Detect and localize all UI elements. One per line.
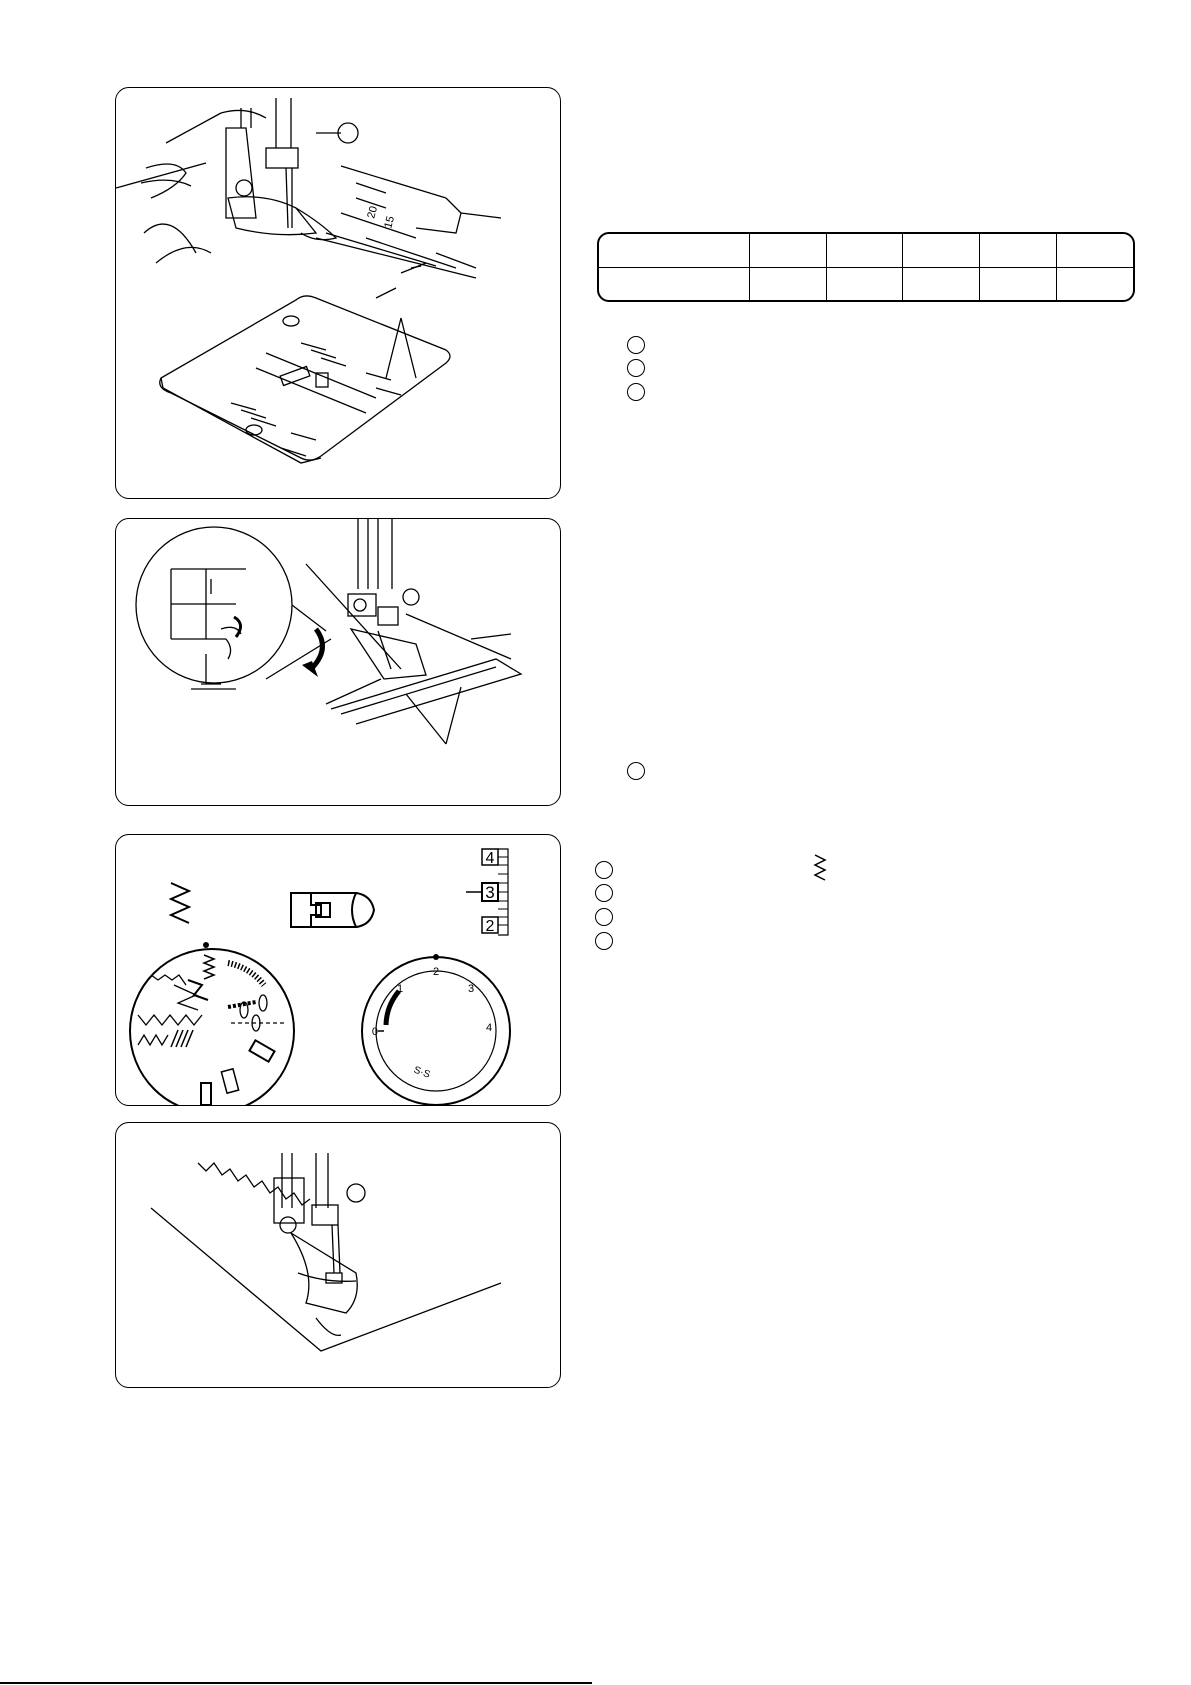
length-dial-number-0: 0 (371, 1026, 378, 1038)
scale-number-4: 4 (485, 850, 495, 867)
stitch-length-scale (466, 849, 508, 935)
plate-scale-label-15: 15 (382, 214, 398, 230)
corner-turning-illustration (116, 519, 561, 806)
table-cell (599, 267, 750, 300)
table-cell (980, 234, 1057, 267)
table-row (599, 234, 1133, 267)
table-cell (903, 234, 980, 267)
figure-panel-seam-guide (115, 87, 561, 499)
step-marker (627, 762, 645, 780)
table-cell (1056, 234, 1133, 267)
table-cell (903, 267, 980, 300)
table-cell (826, 267, 903, 300)
table-cell (750, 234, 827, 267)
step-marker (627, 336, 645, 354)
zigzag-foot-icon (291, 893, 374, 927)
length-dial-number-3: 3 (467, 983, 475, 995)
scale-number-2: 2 (485, 918, 495, 935)
footer-rule (0, 1682, 592, 1684)
length-dial-number-4: 4 (485, 1022, 493, 1034)
inline-zigzag-stitch-icon (813, 853, 827, 883)
stitch-length-dial-icon (362, 954, 510, 1105)
zigzag-stitch-icon (171, 883, 189, 923)
step-marker (627, 383, 645, 401)
figure-panel-zigzag-settings (115, 834, 561, 1106)
table-cell (750, 267, 827, 300)
seam-guide-illustration (116, 88, 561, 499)
pattern-selector-dial-icon (130, 942, 294, 1106)
table-cell (826, 234, 903, 267)
figure-panel-zigzag-sewing (115, 1122, 561, 1388)
step-marker (595, 932, 613, 950)
seam-guide-table (597, 232, 1135, 302)
length-dial-sub-label: S·S (412, 1064, 432, 1081)
scale-number-3: 3 (485, 883, 495, 902)
table-row (599, 267, 1133, 300)
zigzag-sewing-illustration (116, 1123, 561, 1388)
table-cell (599, 234, 750, 267)
step-marker (595, 884, 613, 902)
table-cell (980, 267, 1057, 300)
table-cell (1056, 267, 1133, 300)
figure-panel-corner-turning (115, 518, 561, 806)
length-dial-number-1: 1 (396, 983, 404, 995)
step-marker (595, 908, 613, 926)
length-dial-number-2: 2 (432, 966, 440, 978)
plate-scale-label-20: 20 (365, 204, 381, 220)
zigzag-settings-illustration (116, 835, 561, 1106)
step-marker (595, 861, 613, 879)
step-marker (627, 359, 645, 377)
